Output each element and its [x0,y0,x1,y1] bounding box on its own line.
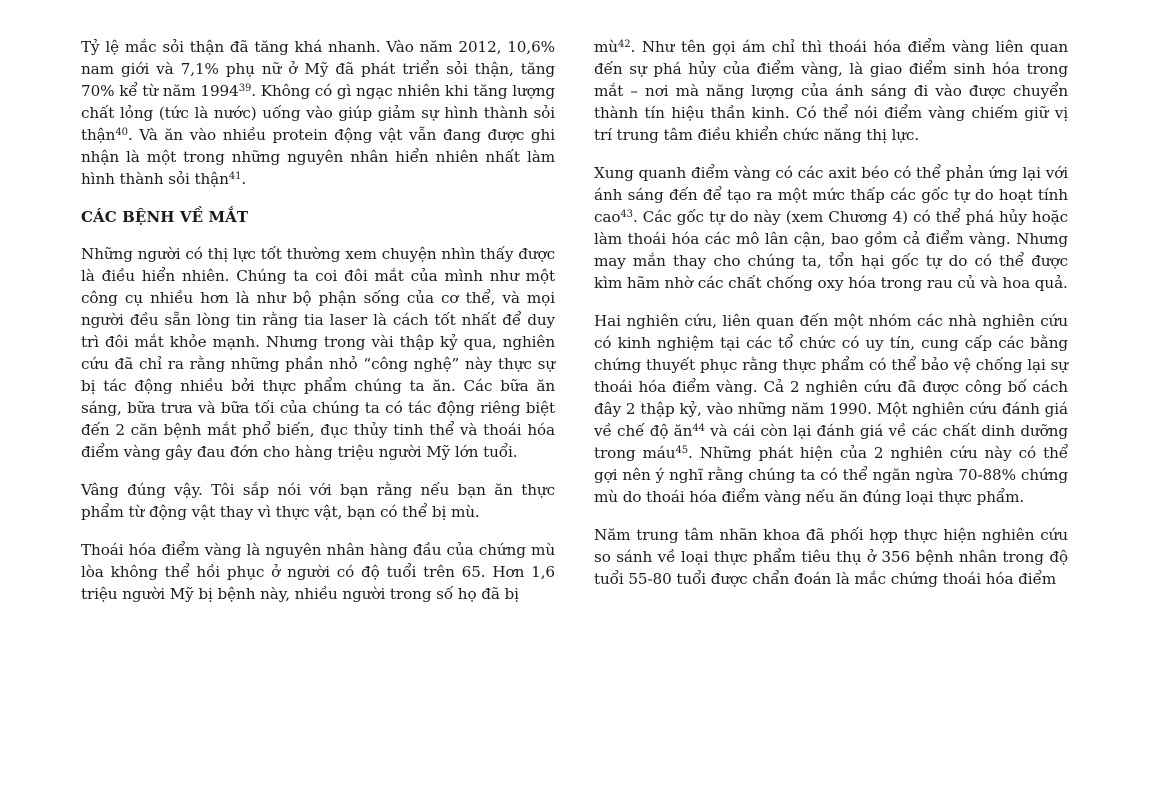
footnote-ref-41[interactable]: 41 [228,170,242,182]
paragraph-eyesight: Những người có thị lực tốt thường xem chuyện nhìn thấy được là điều hiển nhiên. Chúng ta coi đôi mắt của mình như một công cụ nhiều hơn là như bộ phận sống của cơ thể, và mọi người đều sẵn lòng tin rằng tia laser là cách tốt nhất để duy trì đôi mắt khỏe mạnh. Nhưng trong vài thập kỷ qua, nghiên cứu đã chỉ ra rằng những phần nhỏ “công nghệ” này thực sự bị tác động nhiều bởi thực phẩm chúng ta ăn. Các bữa ăn sáng, bữa trưa và bữa tối của chúng ta có tác động riêng biệt đến 2 căn bệnh mắt phổ biến, đục thủy tinh thể và thoái hóa điểm vàng gây đau đớn cho hàng triệu người Mỹ lớn tuổi. [81,245,555,461]
paragraph-two-studies: Hai nghiên cứu, liên quan đến một nhóm các nhà nghiên cứu có kinh nghiệm tại các tổ chức có uy tín, cung cấp các bằng chứng thuyết phục rằng thực phẩm có thể bảo vệ chống lại sự thoái hóa điểm vàng. Cả 2 nghiên cứu đã được công bố cách đây 2 thập kỷ, vào những năm 1990. Một nghiên cứu đánh giá về chế độ $ăn^{44}$ và cái còn lại đánh giá về các chất dinh dưỡng trong máu$^{45}$. Những phát hiện của 2 nghiên cứu này có thể gợi nên ý nghĩ rằng chúng ta có thể ngăn ngừa 70-88% chứng mù do thoái hóa điểm vàng nếu ăn đúng loại thực phẩm. [594,312,1068,506]
left-column [81,36,555,621]
paragraph-five-eye-centers: Năm trung tâm nhãn khoa đã phối hợp thực hiện nghiên cứu so sánh về loại thực phẩm tiêu thụ ở 356 bệnh nhân trong độ tuổi 55-80 tuổi được chẩn đoán là mắc chứng thoái hóa điểm [594,526,1068,588]
footnote-ref-40[interactable]: 40 [115,126,128,138]
footnote-ref-44[interactable]: 44 [692,422,705,434]
paragraph-macular-degeneration-intro: Thoái hóa điểm vàng là nguyên nhân hàng đầu của chứng mù lòa không thể hồi phục ở người có độ tuổi trên 65. Hơn 1,6 triệu người Mỹ bị bệnh này, nhiều người trong số họ đã bị [81,541,555,603]
right-column [594,36,1068,606]
footnote-ref-39[interactable]: 39 [238,82,252,94]
paragraph-free-radicals: Xung quanh điểm vàng có các axit béo có thể phản ứng lại với ánh sáng đến để tạo ra một mức thấp các gốc tự do hoạt tính cao$^{43}$. Các gốc tự do này (xem Chương 4) có thể phá hủy hoặc làm thoái hóa các mô lân cận, bao gồm cả điểm vàng. Nhưng may mắn thay cho chúng ta, tổn hại gốc tự do có thể được kìm hãm nhờ các chất chống oxy hóa trong rau củ và hoa quả. [594,164,1068,292]
section-heading-eye-diseases: CÁC BỆNH VỀ MẮT [81,208,249,226]
paragraph-macula-definition: $mù^{42}$. Như tên gọi ám chỉ thì thoái hóa điểm vàng liên quan đến sự phá hủy của điểm vàng, là giao điểm sinh hóa trong mắt – nơi mà năng lượng của ánh sáng đi vào được chuyển thành tín hiệu thần kinh. Có thể nói điểm vàng chiếm giữ vị trí trung tâm điều khiển chức năng thị lực. [594,38,1068,144]
paragraph-blindness-warning: Vâng đúng vậy. Tôi sắp nói với bạn rằng nếu bạn ăn thực phẩm từ động vật thay vì thực vật, bạn có thể bị mù. [81,481,555,521]
footnote-ref-45[interactable]: 45 [675,444,688,456]
footnote-ref-42[interactable]: 42 [617,38,631,50]
footnote-ref-43[interactable]: 43 [620,208,633,220]
paragraph-kidney-stones: Tỷ lệ mắc sỏi thận đã tăng khá nhanh. Vào năm 2012, 10,6% nam giới và 7,1% phụ nữ ở Mỹ đã phát triển sỏi thận, tăng 70% kể từ năm 1994$^{39}$. Không có gì ngạc nhiên khi tăng lượng chất lỏng (tức là nước) uống vào giúp giảm sự hình thành sỏi thận$^{40}$. Và ăn vào nhiều protein động vật vẫn đang được ghi nhận là một trong những nguyên nhân hiển nhiên nhất làm hình thành sỏi thận$^{41}$. [81,38,555,188]
